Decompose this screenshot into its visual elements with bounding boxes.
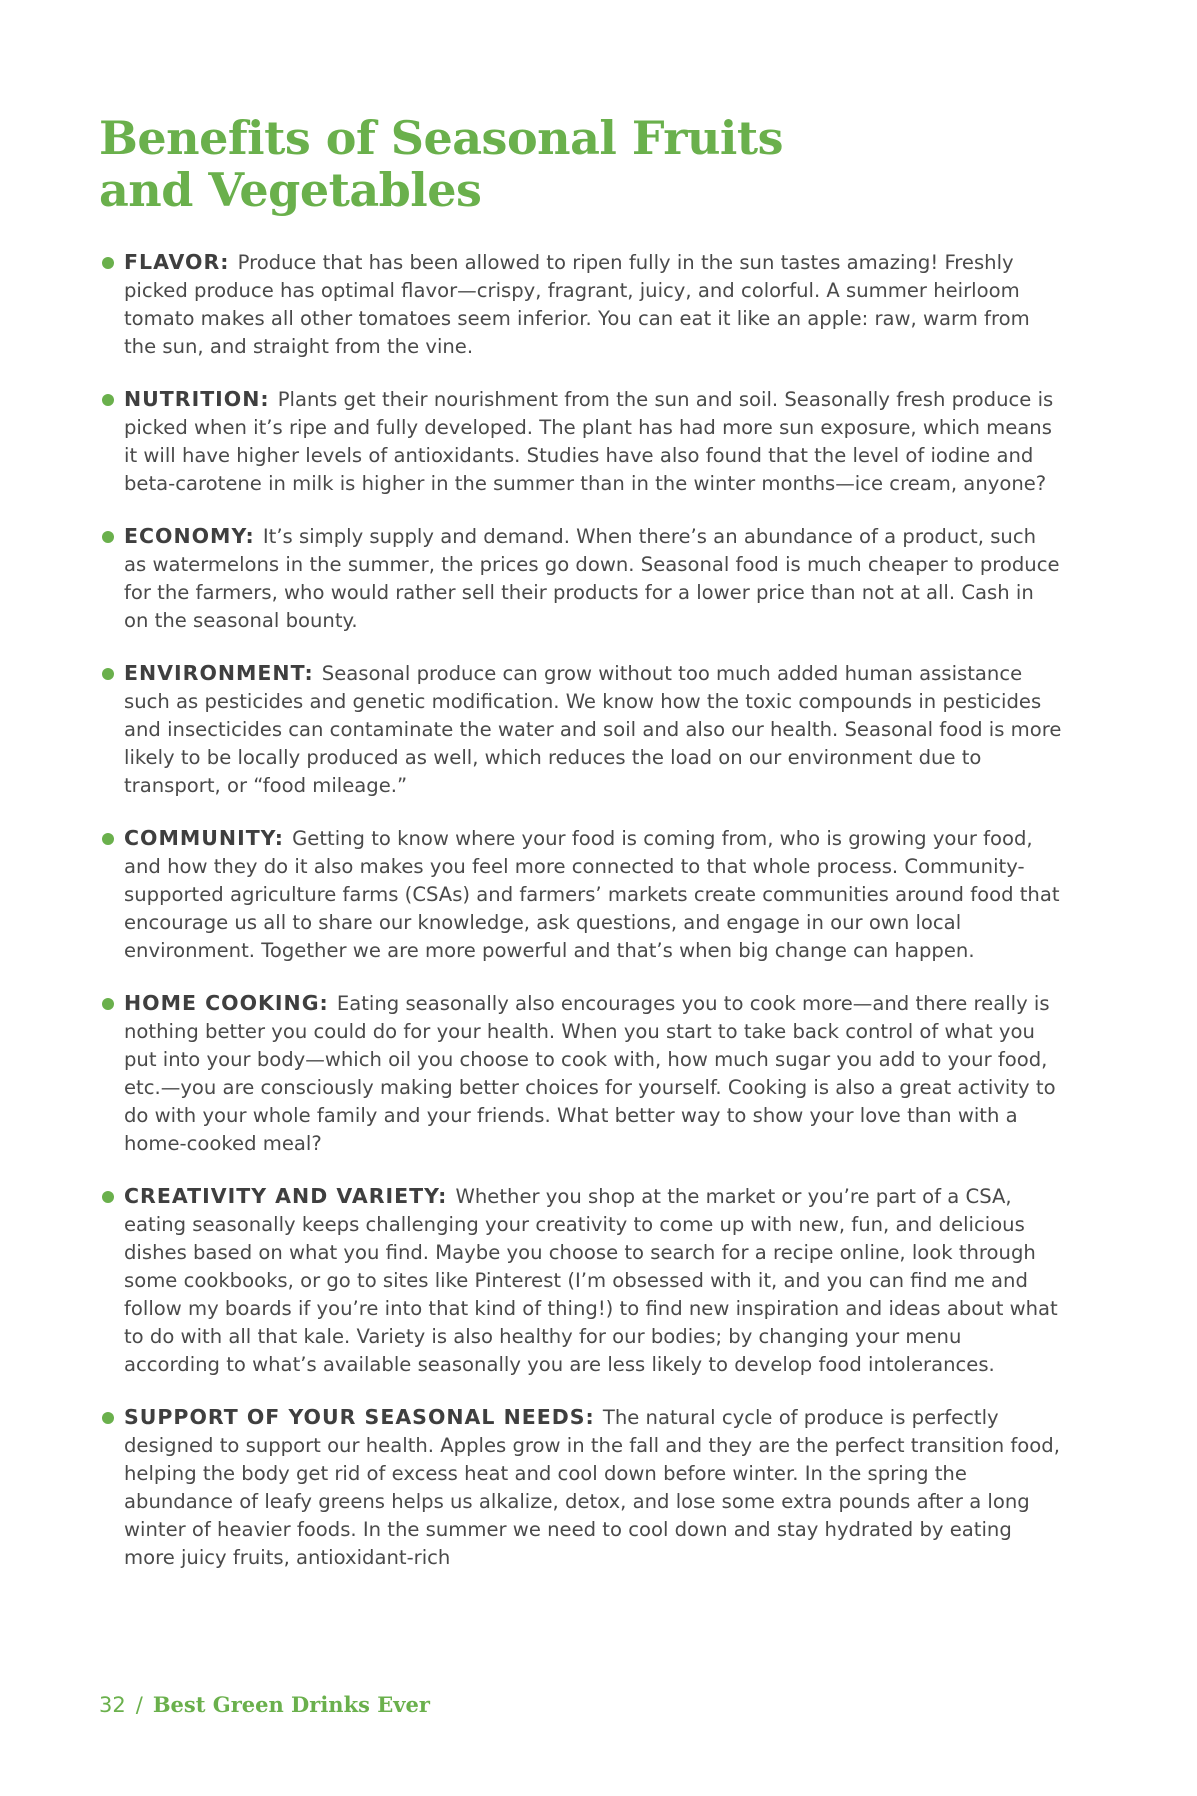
list-item-environment — [102, 659, 1062, 800]
item-text: Getting to know where your food is coming from, who is growing your food, and how they do it also makes you feel more connected to that whole process. Community-supported agriculture farms (CSAs) and farmers’ markets create communities around food that encourage us all to share our knowledge, ask questions, and engage in our own local environment. Together we are more powerful and that’s when big change can happen. — [124, 827, 1060, 962]
item-label: NUTRITION: — [124, 387, 278, 411]
page-title-line-1: Benefits of Seasonal Fruits — [99, 111, 784, 165]
bullet-icon — [102, 998, 114, 1010]
list-item-seasonal-needs — [102, 1403, 1062, 1572]
list-item-home-cooking — [102, 989, 1062, 1158]
item-text: Plants get their nourishment from the sun and soil. Seasonally fresh produce is picked when it’s ripe and fully developed. The plant has had more sun exposure, which means it will have higher levels of antioxidants. Studies have also found that the level of iodine and beta-carotene in milk is higher in the summer than in the winter months—ice cream, anyone? — [124, 388, 1054, 495]
item-text: Whether you shop at the market or you’re part of a CSA, eating seasonally keeps challenging your creativity to come up with new, fun, and delicious dishes based on what you find. Maybe you choose to search for a recipe online, look through some cookbooks, or go to sites like Pinterest (I’m obsessed with it, and you can find me and follow my boards if you’re into that kind of thing!) to find new inspiration and ideas about what to do with all that kale. Variety is also healthy for our bodies; by changing your menu according to what’s available seasonally you are less likely to develop food intolerances. — [124, 1185, 1058, 1376]
item-text: Produce that has been allowed to ripen fully in the sun tastes amazing! Freshly picked produce has optimal flavor—crispy, fragrant, juicy, and colorful. A summer heirloom tomato makes all other tomatoes seem inferior. You can eat it like an apple: raw, warm from the sun, and straight from the vine. — [124, 251, 1030, 358]
page-number: 32 — [99, 1693, 126, 1717]
list-item-economy — [102, 522, 1062, 635]
bullet-icon — [102, 1191, 114, 1203]
bullet-icon — [102, 257, 114, 269]
bullet-icon — [102, 394, 114, 406]
item-label: SUPPORT OF YOUR SEASONAL NEEDS: — [124, 1405, 603, 1429]
item-label: ECONOMY: — [124, 524, 263, 548]
list-item-community — [102, 824, 1062, 965]
item-text: The natural cycle of produce is perfectly designed to support our health. Apples grow in the fall and they are the perfect transition food, helping the body get rid of excess heat and cool down before winter. In the spring the abundance of leafy greens helps us alkalize, detox, and lose some extra pounds after a long winter of heavier foods. In the summer we need to cool down and stay hydrated by eating more juicy fruits, antioxidant-rich — [124, 1406, 1060, 1569]
list-item-flavor — [102, 248, 1062, 361]
item-label: CREATIVITY AND VARIETY: — [124, 1184, 456, 1208]
page-title-line-2: and Vegetables — [99, 163, 482, 217]
bullet-icon — [102, 833, 114, 845]
item-label: ENVIRONMENT: — [124, 661, 322, 685]
item-text: It’s simply supply and demand. When there’s an abundance of a product, such as watermelons in the summer, the prices go down. Seasonal food is much cheaper to produce for the farmers, who would rather sell their products for a lower price than not at all. Cash in on the seasonal bounty. — [124, 525, 1060, 632]
item-text: Seasonal produce can grow without too much added human assistance such as pesticides and genetic modification. We know how the toxic compounds in pesticides and insecticides can contaminate the water and soil and also our health. Seasonal food is more likely to be locally produced as well, which reduces the load on our environment due to transport, or “food mileage.” — [124, 662, 1062, 797]
bullet-icon — [102, 1412, 114, 1424]
page-footer — [99, 1692, 430, 1717]
item-label: HOME COOKING: — [124, 991, 337, 1015]
item-label: COMMUNITY: — [124, 826, 293, 850]
benefits-list — [102, 248, 1062, 1596]
list-item-nutrition — [102, 385, 1062, 498]
book-title: Best Green Drinks Ever — [152, 1692, 430, 1717]
bullet-icon — [102, 531, 114, 543]
list-item-creativity — [102, 1182, 1062, 1379]
page-title — [99, 112, 783, 216]
item-text: Eating seasonally also encourages you to cook more—and there really is nothing better you could do for your health. When you start to take back control of what you put into your body—which oil you choose to cook with, how much sugar you add to your food, etc.—you are consciously making better choices for yourself. Cooking is also a great activity to do with your whole family and your friends. What better way to show your love than with a home-cooked meal? — [124, 992, 1056, 1155]
bullet-icon — [102, 668, 114, 680]
item-label: FLAVOR: — [124, 250, 238, 274]
footer-separator: / — [135, 1693, 143, 1717]
